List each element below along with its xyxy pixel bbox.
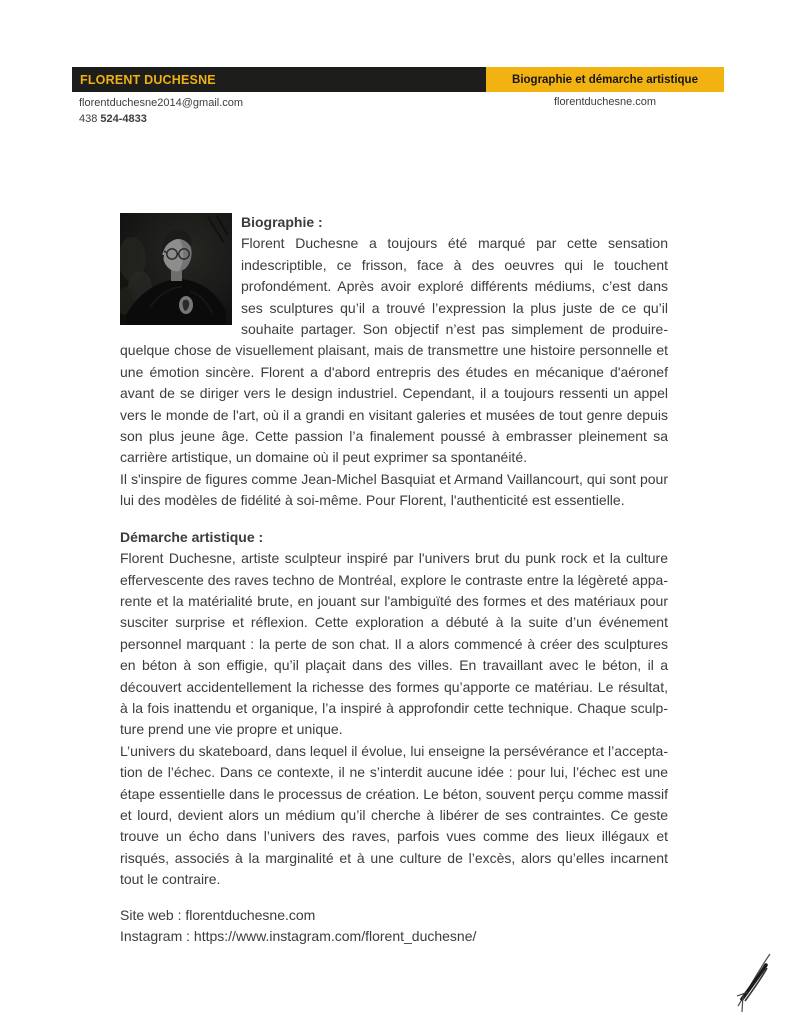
contact-block [79,95,243,127]
phone-area-code: 438 [79,113,98,125]
phone-number [79,111,243,127]
header-title-bar [486,67,724,92]
demarche-heading: Démarche artistique : [120,528,264,545]
demarche-paragraph-2: L’univers du skateboard, dans lequel il évolue, lui enseigne la persévérance et l’acceptation de l’échec. Dans ce contexte, il ne s’interdit aucune idée : pour lui, l’échec est une étape essentielle dans le processus de création. Le béton, souvent perçu comme massif et lourd, devient alors un médium qu’il cherche à libérer de ses contraintes. Ce geste trouve un écho dans l’univers des raves, parfois vues comme des lieux illégaux et risqués, associés à la marginalité et à une culture de l’excès, alors qu’elles incarnent tout le contraire. [120,742,668,888]
page-title: Biographie et démarche artistique [512,73,698,86]
header-name-bar [72,67,486,92]
site-web-link[interactable]: Site web : florentduchesne.com [120,906,316,923]
links-block [120,905,668,948]
biographie-paragraph-1: Florent Duchesne a toujours été marqué par cette sensation indescriptible, ce frisson, face à des oeuvres qui le touchent profondément. Après avoir exploré différents médiums, c’est dans ses sculptures qu’il a trouvé l’expression la plus juste de ce qu’il souhaite partager. Son objectif n’est pas simplement de produire-quelque chose de visuellement plaisant, mais de transmettre une histoire personnelle et une émotion sincère. Florent a d'abord entrepris des études en mécanique d'aéronef avant de se diriger vers le design industriel. Cependant, il a toujours ressenti un appel vers le monde de l'art, où il a grandi en visitant galeries et musées de tout genre depuis son plus jeune âge. Cette passion l’a finalement poussé à embrasser pleinement sa carrière artistique, un domaine où il peut exprimer sa spontanéité. [120,235,668,466]
document-body [120,212,668,947]
biographie-paragraph-2: Il s'inspire de figures comme Jean-Michel Basquiat et Armand Vaillancourt, qui sont pour lui des modèles de fidélité à soi-même. Pour Florent, l'authenticité est essentielle. [120,470,668,509]
phone-main-number: 524-4833 [100,113,147,125]
instagram-link[interactable]: Instagram : https://www.instagram.com/florent_duchesne/ [120,928,477,944]
website-link[interactable]: florentduchesne.com [553,96,657,108]
signature-mark [736,950,772,1012]
portrait-photo [120,213,232,325]
header-banner [72,67,724,92]
artist-name: FLORENT DUCHESNE [80,72,216,87]
demarche-paragraph-1: Florent Duchesne, artiste sculpteur inspiré par l'univers brut du punk rock et la culture effervescente des raves techno de Montréal, explore le contraste entre la légèreté apparente et la matérialité brute, en jouant sur l'ambiguïté des formes et des matériaux pour susciter surprise et réflexion. Cette exploration a débuté à la suite d’un événement personnel marquant : la perte de son chat. Il a alors commencé à créer des sculptures en béton à son effigie, qu’il plaçait dans des villes. En travaillant avec le béton, il a découvert accidentellement la richesse des formes qu’apporte ce matériau. Le résultat, à la fois inattendu et organique, l’a inspiré à approfondir cette technique. Chaque sculpture prend une vie propre et unique. [120,550,668,738]
email-link[interactable]: florentduchesne2014@gmail.com [79,97,244,109]
biographie-heading: Biographie : [241,214,323,230]
section-demarche-artistique [120,527,668,891]
